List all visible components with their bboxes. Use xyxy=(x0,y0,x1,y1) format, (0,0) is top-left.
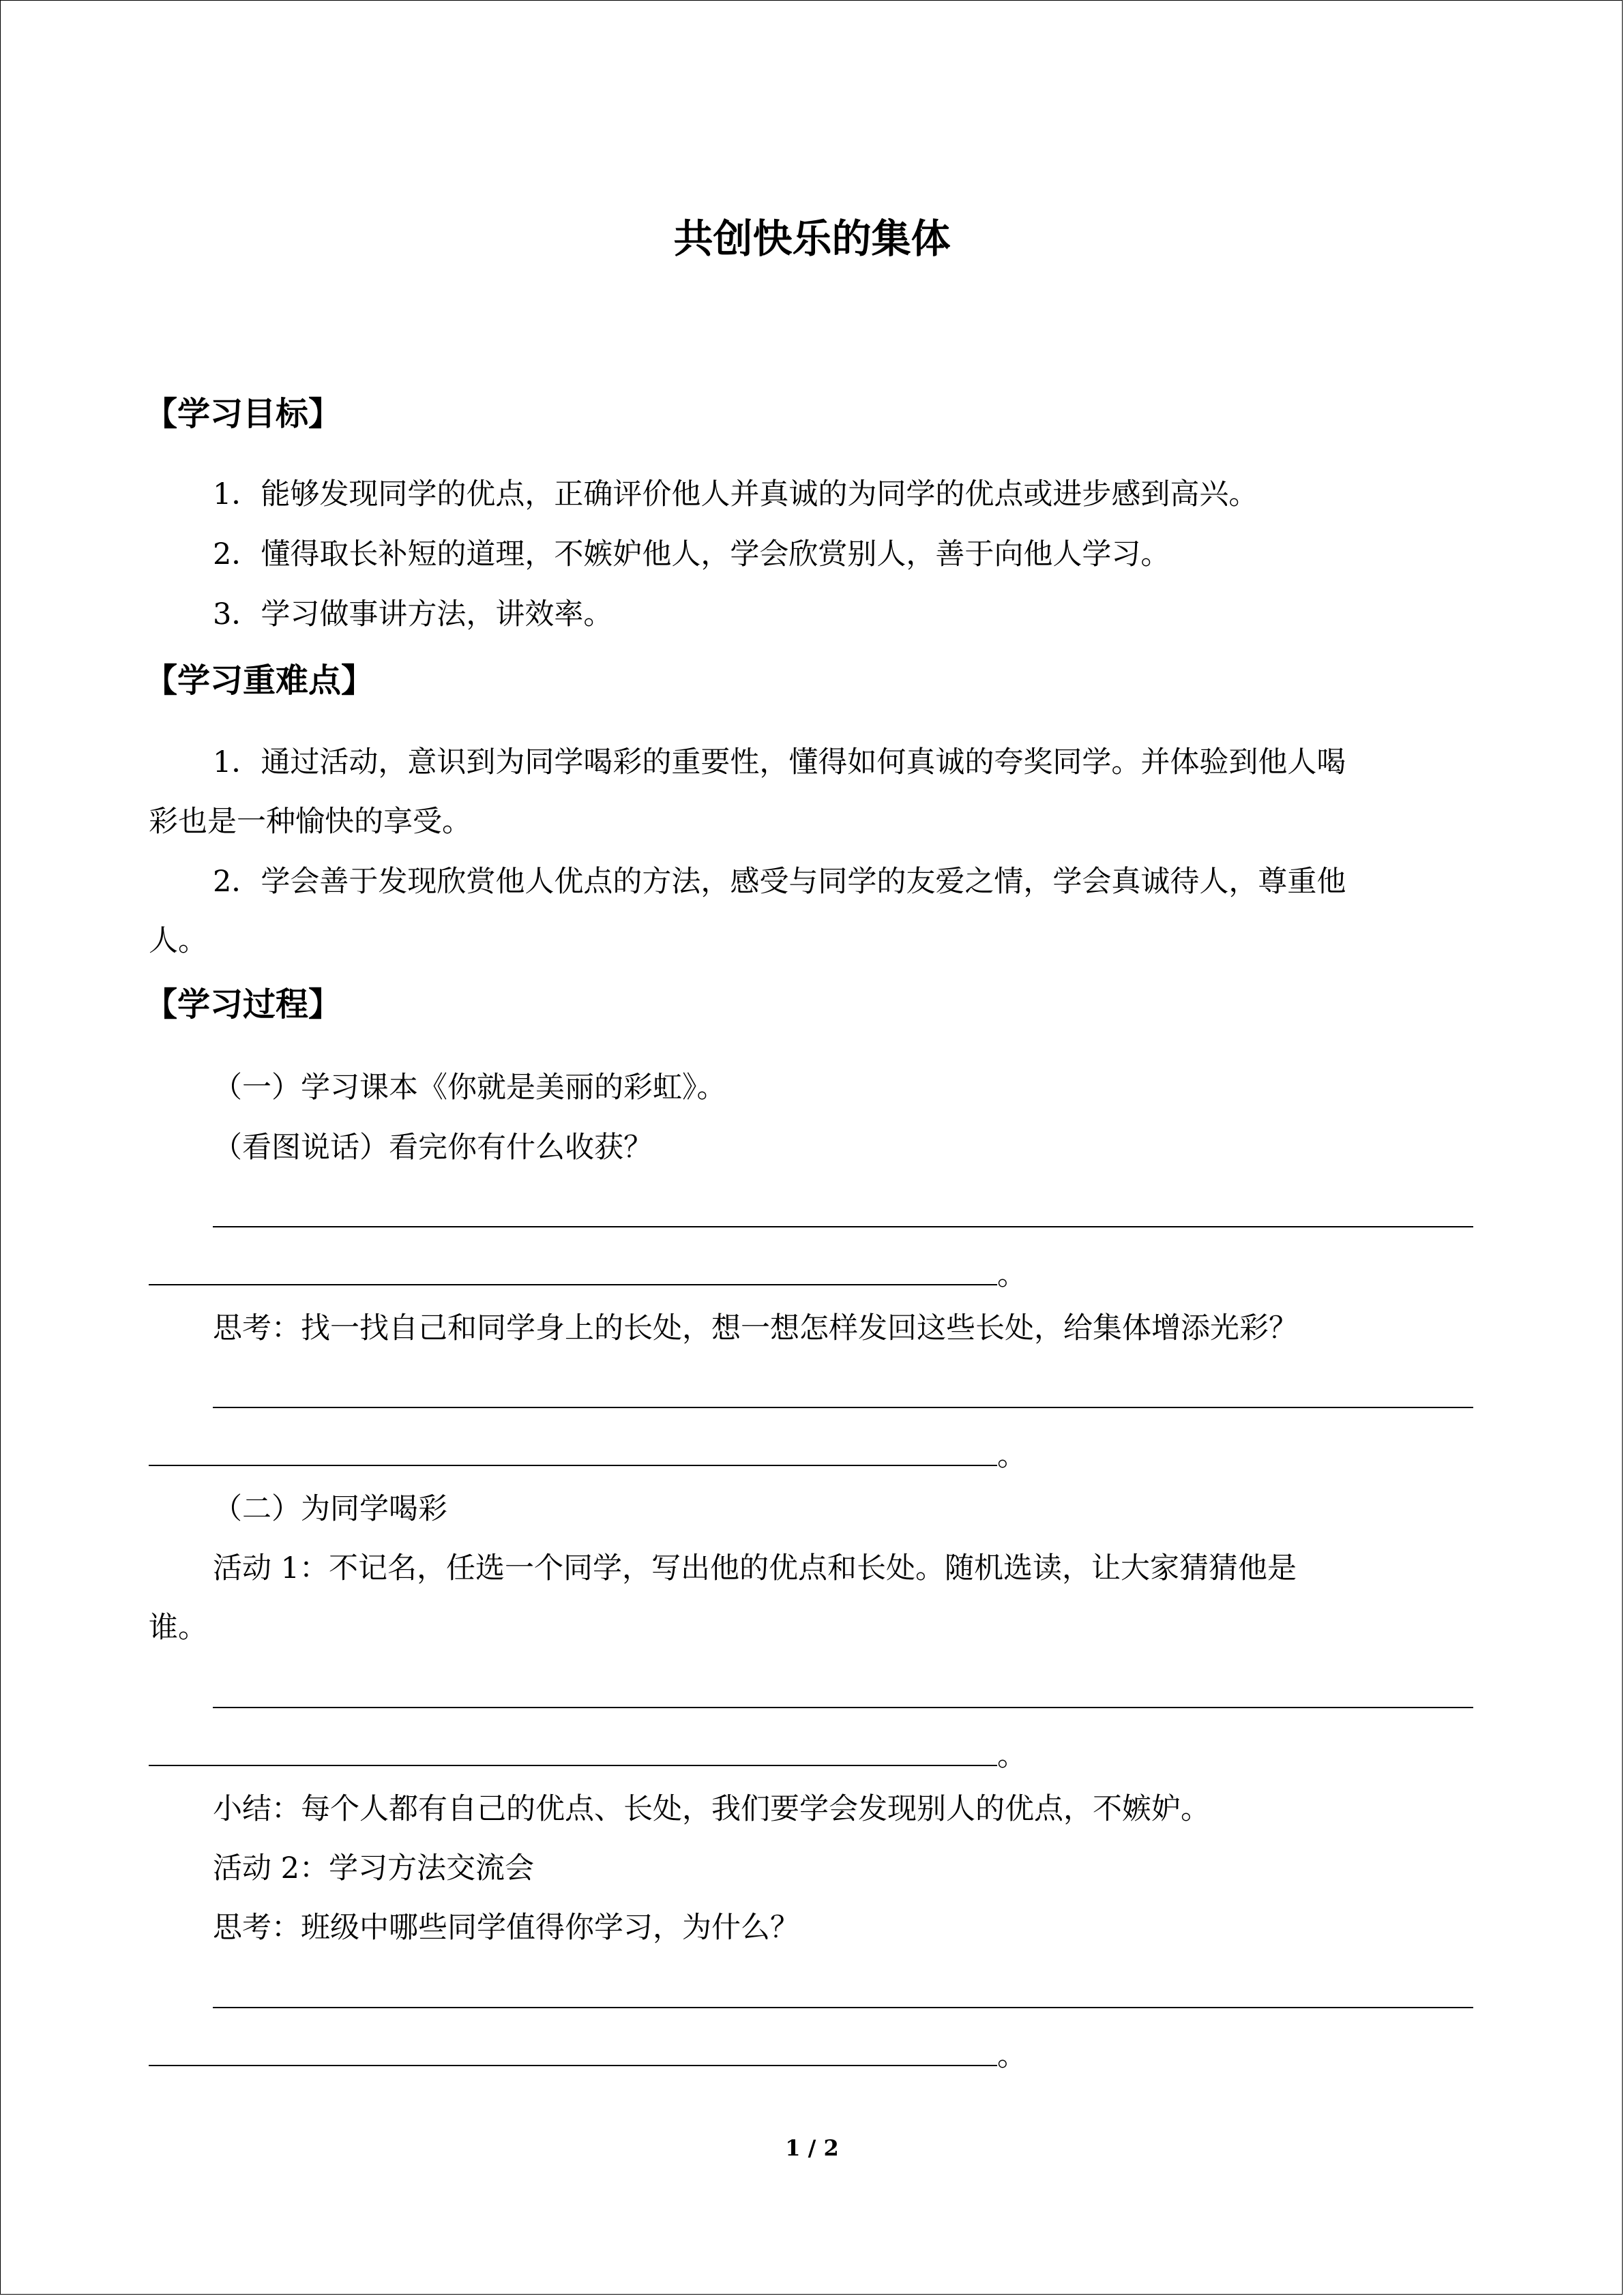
objective-item-3: 3．学习做事讲方法，讲效率。 xyxy=(213,597,613,631)
period-mark: 。 xyxy=(997,1739,1027,1773)
answer-blank-line[interactable] xyxy=(213,2007,1473,2008)
part-2-title: （二）为同学喝彩 xyxy=(213,1492,447,1526)
answer-blank-line[interactable] xyxy=(149,1465,997,1466)
period-mark: 。 xyxy=(997,1258,1027,1292)
objectives-heading: 【学习目标】 xyxy=(145,395,342,433)
summary: 小结：每个人都有自己的优点、长处，我们要学会发现别人的优点，不嫉妒。 xyxy=(213,1792,1210,1826)
period-mark: 。 xyxy=(997,2039,1027,2073)
answer-blank-line[interactable] xyxy=(149,2065,997,2066)
key-points-heading: 【学习重难点】 xyxy=(145,661,374,700)
part-1-title: （一）学习课本《你就是美丽的彩虹》。 xyxy=(213,1071,726,1105)
key-point-1-line-2: 彩也是一种愉快的享受。 xyxy=(149,805,471,839)
answer-blank-line[interactable] xyxy=(149,1284,997,1285)
document-title: 共创快乐的集体 xyxy=(673,215,951,262)
answer-blank-line[interactable] xyxy=(213,1226,1473,1227)
objective-item-1: 1．能够发现同学的优点，正确评价他人并真诚的为同学的优点或进步感到高兴。 xyxy=(213,477,1258,511)
answer-blank-line[interactable] xyxy=(149,1765,997,1766)
activity-1-line-2: 谁。 xyxy=(149,1611,207,1645)
period-mark: 。 xyxy=(997,1439,1027,1473)
answer-blank-line[interactable] xyxy=(213,1707,1473,1708)
answer-blank-line[interactable] xyxy=(213,1407,1473,1408)
part-1-think: 思考：找一找自己和同学身上的长处，想一想怎样发回这些长处，给集体增添光彩？ xyxy=(213,1311,1298,1345)
key-point-2-line-1: 2．学会善于发现欣赏他人优点的方法，感受与同学的友爱之情，学会真诚待人，尊重他 xyxy=(213,865,1346,899)
activity-2: 活动 2：学习方法交流会 xyxy=(213,1851,535,1885)
page-indicator: 1 / 2 xyxy=(785,2135,839,2161)
process-heading: 【学习过程】 xyxy=(145,985,342,1024)
key-point-2-line-2: 人。 xyxy=(149,924,207,958)
objective-item-2: 2．懂得取长补短的道理，不嫉妒他人，学会欣赏别人，善于向他人学习。 xyxy=(213,537,1170,571)
activity-1-line-1: 活动 1：不记名，任选一个同学，写出他的优点和长处。随机选读，让大家猜猜他是 xyxy=(213,1551,1297,1585)
key-point-1-line-1: 1．通过活动，意识到为同学喝彩的重要性，懂得如何真诚的夸奖同学。并体验到他人喝 xyxy=(213,745,1346,779)
part-1-prompt: （看图说话）看完你有什么收获？ xyxy=(213,1131,653,1165)
activity-2-think: 思考：班级中哪些同学值得你学习，为什么？ xyxy=(213,1911,799,1945)
